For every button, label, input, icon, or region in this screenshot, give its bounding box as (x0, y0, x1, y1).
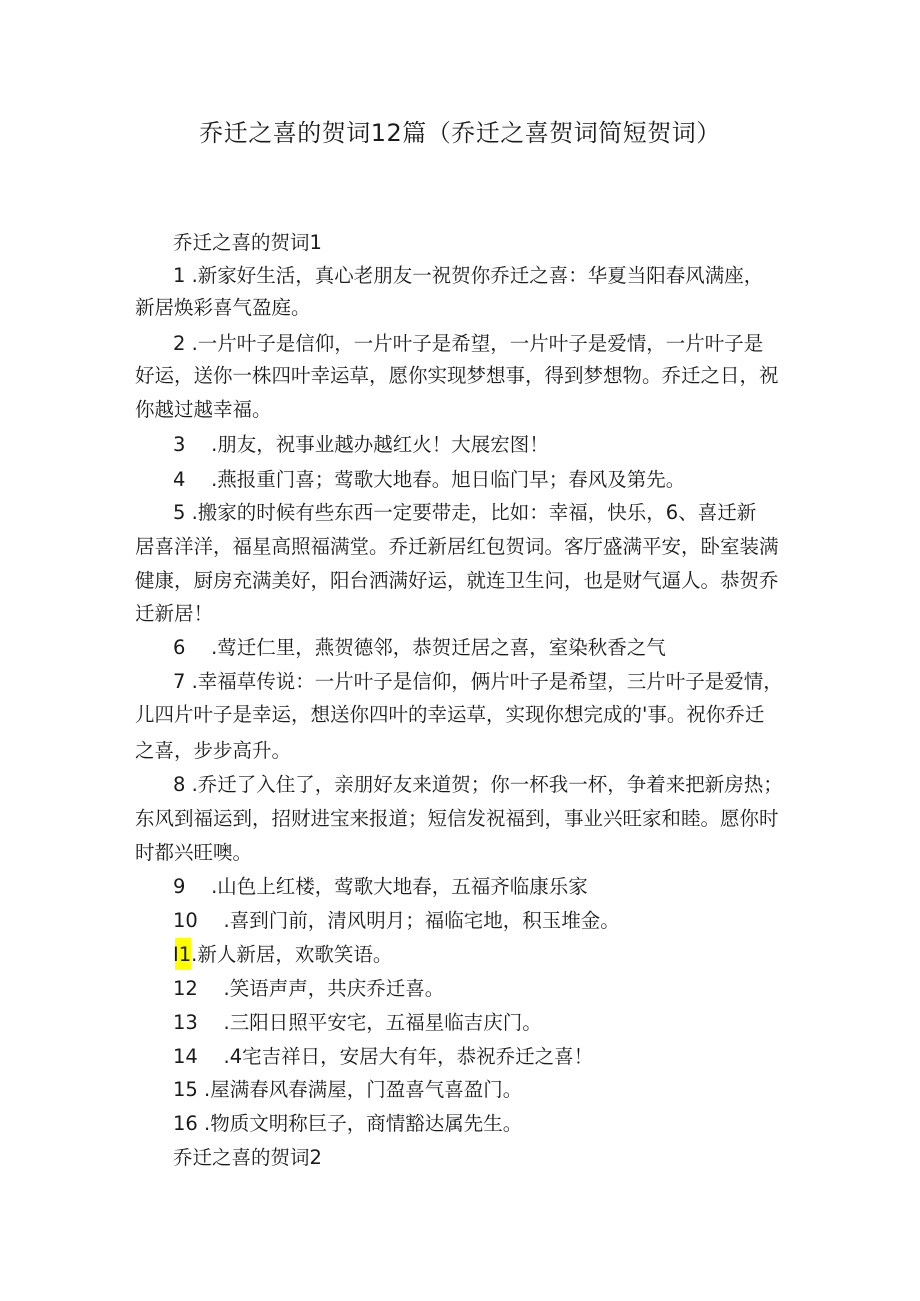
paragraph-line: 15 .屋满春风春满屋，门盈喜气喜盈门。 (173, 1078, 523, 1101)
paragraph-line: 7 .幸福草传说：一片叶子是信仰，俩片叶子是希望，三片叶子是爱情， (173, 670, 783, 693)
paragraph-line: 13 .三阳日照平安宅，五福星临吉庆门。 (173, 1011, 542, 1034)
line-text: 新人新居，欢歌笑语。 (197, 943, 393, 966)
paragraph-line: 新居焕彩喜气盈庭。 (135, 296, 311, 319)
paragraph-line-highlighted (173, 941, 392, 969)
paragraph-line: 6 .莺迁仁里，燕贺德邻，恭贺迁居之喜，室染秋香之气 (173, 636, 666, 659)
paragraph-line: 16 .物质文明称巨子，商情豁达属先生。 (173, 1112, 523, 1135)
paragraph-line: 3 .朋友，祝事业越办越红火！大展宏图！ (173, 433, 549, 456)
paragraph-line: 之喜，步步高升。 (135, 739, 292, 762)
document-title: 乔迁之喜的贺词12篇（乔迁之喜贺词简短贺词） (199, 119, 721, 147)
paragraph-line: 居喜洋洋，福星高照福满堂。乔迁新居红包贺词。客厅盛满平安，卧室装满 (135, 535, 779, 558)
paragraph-line: 10 .喜到门前，清风明月；福临宅地，积玉堆金。 (173, 909, 620, 932)
paragraph-line: 你越过越幸福。 (135, 398, 272, 421)
paragraph-line: 14 .4宅吉祥日，安居大有年，恭祝乔迁之喜！ (173, 1045, 594, 1068)
paragraph-line: 迁新居！ (135, 602, 214, 625)
paragraph-line: 12 .笑语声声，共庆乔迁喜。 (173, 977, 445, 1000)
paragraph-line: 东风到福运到，招财进宝来报道；短信发祝福到，事业兴旺家和睦。愿你时 (135, 807, 779, 830)
section-heading: 乔迁之喜的贺词2 (173, 1146, 322, 1169)
paragraph-line: 9 .山色上红楼，莺歌大地春，五福齐临康乐家 (173, 875, 588, 898)
highlight-marker (173, 941, 197, 969)
paragraph-line: 5 .搬家的时候有些东西一定要带走，比如：幸福，快乐，6、喜迁新 (173, 501, 757, 524)
paragraph-line: 4 .燕报重门喜；莺歌大地春。旭日临门早；春风及第先。 (173, 468, 686, 491)
paragraph-line: 时都兴旺噢。 (135, 841, 253, 864)
paragraph-line: 8 .乔迁了入住了，亲朋好友来道贺；你一杯我一杯，争着来把新房热； (173, 773, 783, 796)
paragraph-line: 2 .一片叶子是信仰，一片叶子是希望，一片叶子是爱情，一片叶子是 (173, 332, 764, 355)
line-number: I1. (173, 943, 198, 966)
paragraph-line: 1 .新家好生活，真心老朋友一祝贺你乔迁之喜：华夏当阳春风满座， (173, 264, 764, 287)
paragraph-line: 健康，厨房充满美好，阳台洒满好运，就连卫生问，也是财气逼人。恭贺乔 (135, 569, 779, 592)
section-heading: 乔迁之喜的贺词1 (173, 231, 322, 254)
paragraph-line: 好运，送你一株四叶幸运草，愿你实现梦想事，得到梦想物。乔迁之日，祝 (135, 364, 779, 387)
paragraph-line: 儿四片叶子是幸运，想送你四叶的幸运草，实现你想完成的'事。祝你乔迁 (135, 703, 765, 726)
